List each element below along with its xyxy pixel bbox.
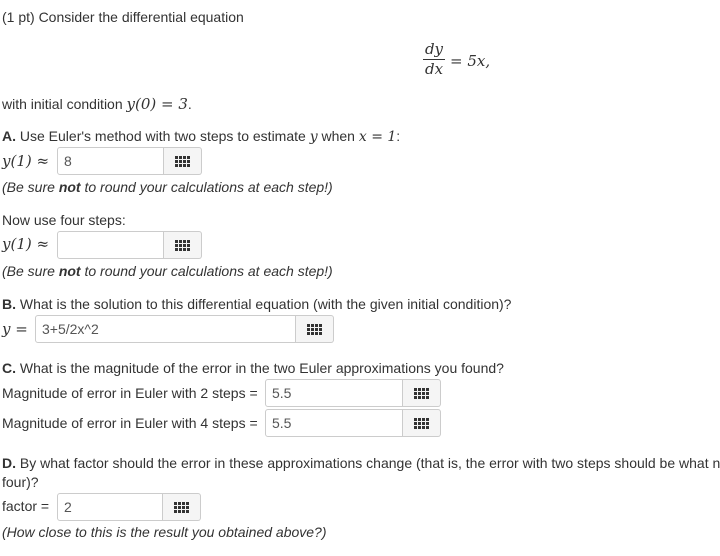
euler-2-steps-field (57, 147, 203, 175)
grid-icon (307, 324, 322, 335)
derivative-fraction (423, 41, 445, 78)
part-b-question (2, 296, 511, 312)
part-a-colon: : (396, 128, 401, 144)
initial-suffix: . (187, 96, 192, 112)
error-2-steps-label: Magnitude of error in Euler with 2 steps = (2, 385, 258, 401)
equation-editor-button[interactable] (164, 147, 202, 175)
part-b-text: What is the solution to this differential equation (with the given initial condition)? (19, 296, 512, 312)
note-pre: (Be sure (2, 263, 55, 279)
equation-editor-button[interactable] (163, 493, 201, 521)
part-a-question (2, 128, 400, 145)
part-a-var-y: y (309, 129, 318, 145)
part-c-question (2, 360, 504, 376)
factor-field (57, 493, 202, 521)
part-c-label: C. (2, 360, 16, 376)
approx-label-1: y(1) ≈ (2, 152, 50, 170)
euler-2-steps-input[interactable]: 8 (57, 147, 164, 175)
note-post: to round your calculations at each step!) (84, 179, 333, 195)
note-bold: not (58, 179, 81, 195)
error-4-steps-field (265, 409, 442, 437)
part-a-when-math: x = 1 (358, 129, 397, 145)
problem-intro: (1 pt) Consider the differential equation (2, 9, 244, 25)
solution-input[interactable]: 3+5/2x^2 (35, 315, 296, 343)
four-steps-label: Now use four steps: (2, 212, 126, 228)
rounding-note-1 (2, 179, 333, 195)
solution-field (35, 315, 335, 343)
factor-input[interactable]: 2 (57, 493, 163, 521)
error-4-steps-input[interactable]: 5.5 (265, 409, 403, 437)
part-d-question-line1 (2, 455, 720, 471)
part-d-label: D. (2, 455, 16, 471)
grid-icon (414, 388, 429, 399)
error-2-steps-field (265, 379, 442, 407)
factor-note: (How close to this is the result you obtained above?) (2, 524, 327, 540)
initial-math: y(0) = 3 (126, 95, 188, 113)
initial-condition (2, 95, 192, 113)
note-bold: not (58, 263, 81, 279)
note-post: to round your calculations at each step!) (84, 263, 333, 279)
part-a-when: when (321, 128, 355, 144)
part-d-question-line2: four)? (2, 474, 39, 490)
error-2-steps-input[interactable]: 5.5 (265, 379, 403, 407)
rounding-note-2 (2, 263, 333, 279)
factor-label: factor = (2, 498, 50, 514)
equation-editor-button[interactable] (296, 315, 334, 343)
equation-editor-button[interactable] (164, 231, 202, 259)
fraction-denominator: dx (424, 60, 444, 78)
euler-4-steps-field (57, 231, 203, 259)
part-a-text: Use Euler's method with two steps to estimate (19, 128, 306, 144)
equation-editor-button[interactable] (403, 379, 441, 407)
part-c-text: What is the magnitude of the error in the two Euler approximations you found? (19, 360, 504, 376)
solution-y-label: y = (2, 320, 28, 338)
grid-icon (175, 240, 190, 251)
note-pre: (Be sure (2, 179, 55, 195)
initial-prefix: with initial condition (2, 96, 123, 112)
euler-4-steps-input[interactable] (57, 231, 164, 259)
equation-rhs: = 5x, (450, 52, 491, 70)
part-a-label: A. (2, 128, 16, 144)
approx-label-2: y(1) ≈ (2, 235, 50, 253)
part-b-label: B. (2, 296, 16, 312)
grid-icon (175, 156, 190, 167)
grid-icon (414, 418, 429, 429)
equation-editor-button[interactable] (403, 409, 441, 437)
fraction-numerator: dy (424, 40, 444, 58)
part-d-text: By what factor should the error in these approximations change (that is, the error with two steps should be what n (19, 455, 720, 471)
grid-icon (174, 502, 189, 513)
error-4-steps-label: Magnitude of error in Euler with 4 steps = (2, 415, 258, 431)
